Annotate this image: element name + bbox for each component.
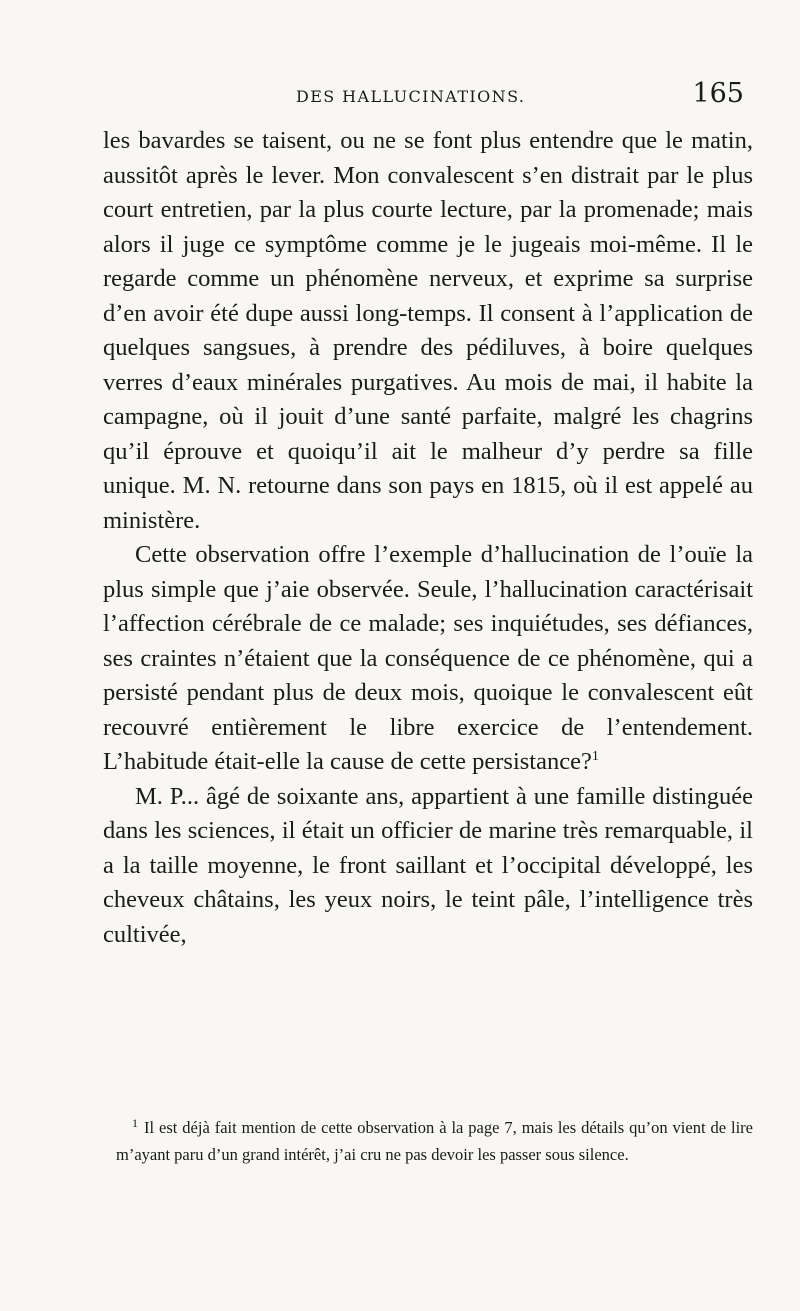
footnotes — [116, 1114, 753, 1168]
paragraph-2-text: Cette observation offre l’exemple d’hallucination de l’ouïe la plus simple que j’aie observée. Seule, l’hallucination caractérisait l’affection cérébrale de ce malade; ses inquiétudes, ses défiances, ses craintes n’étaient que la conséquence de ce phénomène, qui a persisté pendant plus de deux mois, quoique le convalescent eût recouvré entièrement le libre exercice de l’entendement. L’habitude était-elle la cause de cette persistance? — [103, 541, 753, 775]
paragraph-3: M. P... âgé de soixante ans, appartient à une famille distinguée dans les sciences, il était un officier de marine très remarquable, il a la taille moyenne, le front saillant et l’occipital développé, les cheveux châtains, les yeux noirs, le teint pâle, l’intelligence très cultivée, — [103, 782, 753, 948]
footnote-1-number: 1 — [132, 1115, 138, 1130]
paragraph-2 — [103, 538, 753, 780]
running-head: DES HALLUCINATIONS. — [296, 87, 526, 106]
footnote-reference: 1 — [591, 748, 599, 764]
footnote-1 — [116, 1114, 753, 1168]
paragraph-1: les bavardes se taisent, ou ne se font plus entendre que le matin, aussitôt après le lever. Mon convalescent s’en distrait par le plus court entretien, par la plus courte lecture, par la promenade; mais alors il juge ce symptôme comme je le jugeais moi-même. Il le regarde comme un phénomène nerveux, et exprime sa surprise d’en avoir été dupe aussi long-temps. Il consent à l’application de quelques sangsues, à prendre des pédiluves, à boire quelques verres d’eaux minérales purgatives. Au mois de mai, il habite la campagne, où il jouit d’une santé parfaite, malgré les chagrins qu’il éprouve et quoiqu’il ait le malheur d’y perdre sa fille unique. M. N. retourne dans son pays en 1815, où il est appelé au ministère. — [103, 127, 753, 534]
page-number: 165 — [692, 78, 744, 109]
page-header — [296, 78, 744, 109]
body-text — [103, 124, 753, 952]
footnote-1-text: Il est déjà fait mention de cette observation à la page 7, mais les détails qu’on vient de lire m’ayant paru d’un grand intérêt, j’ai cru ne pas devoir les passer sous silence. — [116, 1118, 753, 1164]
